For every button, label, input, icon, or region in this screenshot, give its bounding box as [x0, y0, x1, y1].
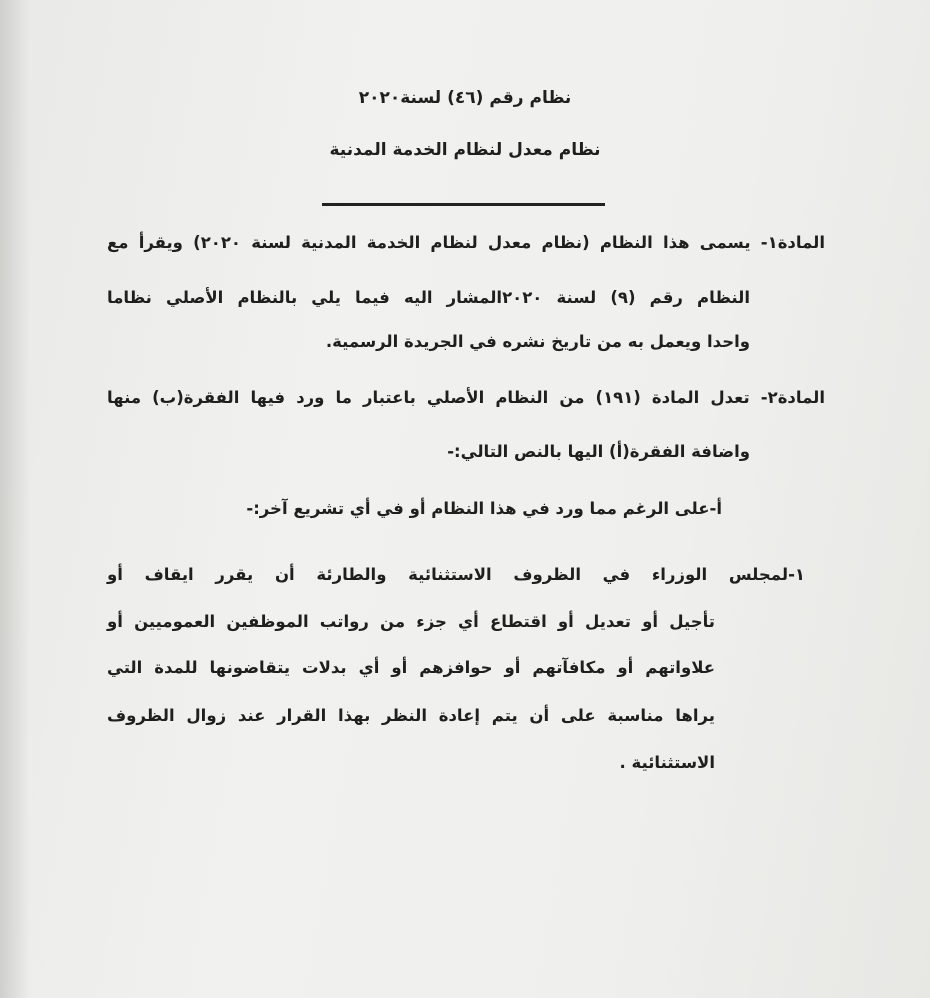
article1-line: النظام رقم (٩) لسنة ٢٠٢٠المشار اليه فيما يلي بالنظام الأصلي نظاما — [107, 288, 750, 307]
article2-line: واضافة الفقرة(أ) اليها بالنص التالي:- — [447, 442, 750, 461]
clause-a: أ-على الرغم مما ورد في هذا النظام أو في أي تشريع آخر:- — [246, 499, 722, 518]
item1-line: يراها مناسبة على أن يتم إعادة النظر بهذا القرار عند زوال الظروف — [107, 706, 715, 725]
item1-line: تأجيل أو تعديل أو اقتطاع أي جزء من رواتب الموظفين العموميين أو — [107, 612, 715, 631]
article1-line: واحدا ويعمل به من تاريخ نشره في الجريدة الرسمية. — [325, 332, 750, 351]
title-divider — [322, 203, 605, 206]
item1-line: ١-لمجلس الوزراء في الظروف الاستثنائية والطارئة أن يقرر ايقاف أو — [107, 565, 805, 584]
item1-line: الاستثنائية . — [619, 753, 715, 772]
regulation-subtitle: نظام معدل لنظام الخدمة المدنية — [329, 140, 601, 160]
item1-line: علاواتهم أو مكافآتهم أو حوافزهم أو أي بدلات يتقاضونها للمدة التي — [107, 658, 715, 677]
regulation-title: نظام رقم (٤٦) لسنة٢٠٢٠ — [358, 88, 572, 108]
article1-line: المادة١- يسمى هذا النظام (نظام معدل لنظام الخدمة المدنية لسنة ٢٠٢٠) ويقرأ مع — [107, 233, 826, 252]
article2-line: المادة٢- تعدل المادة (١٩١) من النظام الأصلي باعتبار ما ورد فيها الفقرة(ب) منها — [107, 388, 826, 407]
